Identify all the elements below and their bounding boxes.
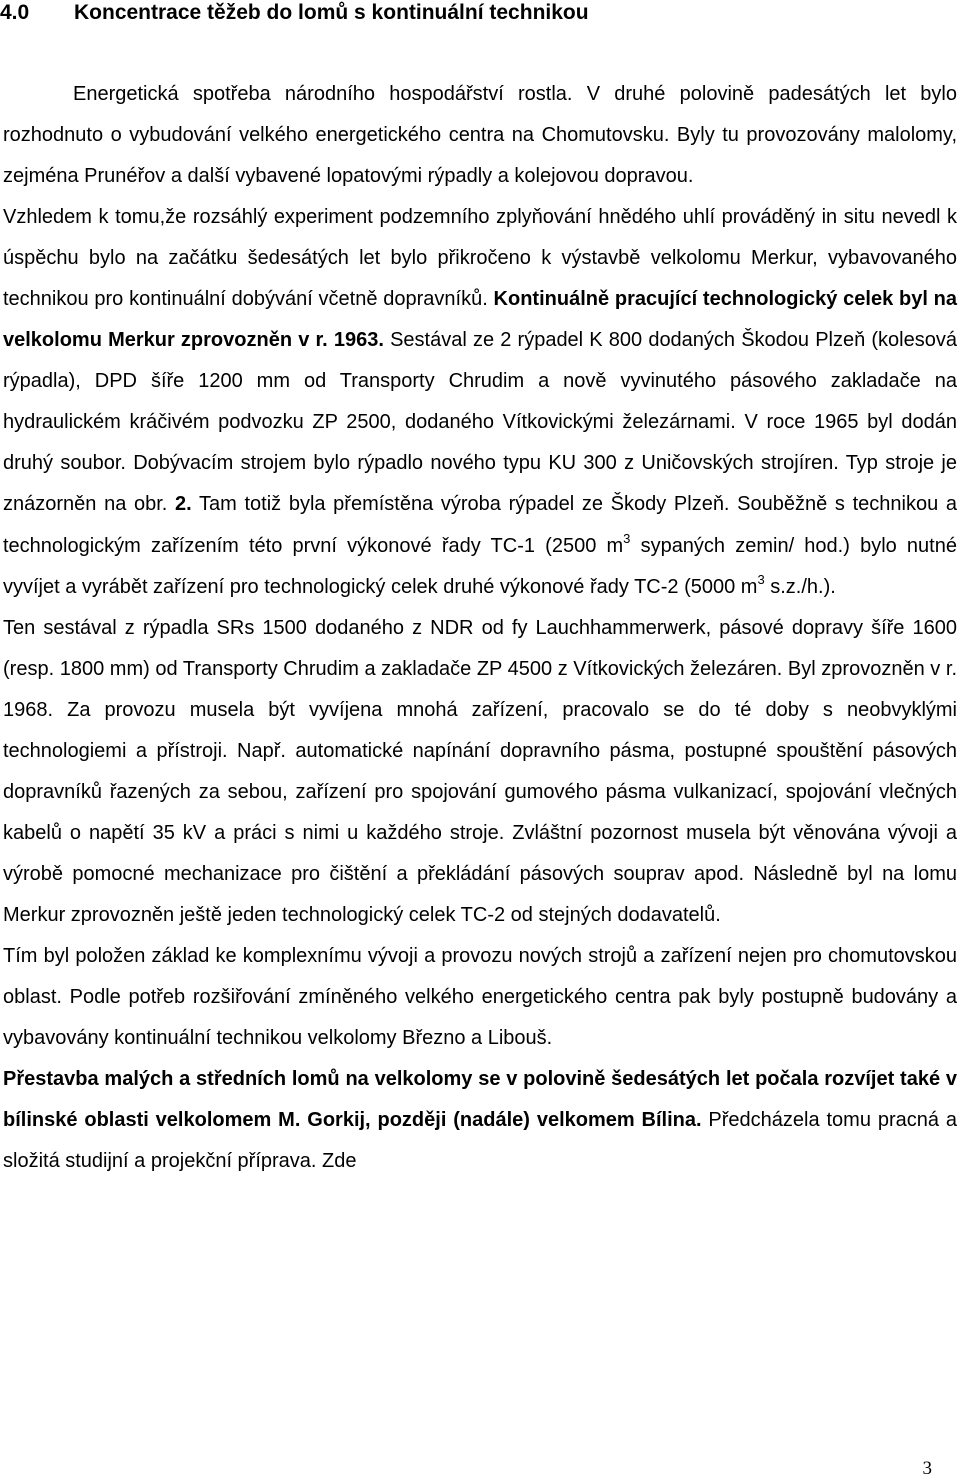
paragraph-2-text-5: s.z./h.). [764,575,836,598]
paragraph-2-text-1: Vzhledem k tomu,že rozsáhlý experiment podzemního zplyňování hnědého uhlí prováděný in situ nevedl k úspěchu bylo na začátku šedesátých let bylo přikročeno k výstavbě velkolomu Merkur, vybavovaného technikou pro kontinuální dobývání včetně dopravníků. [3,206,957,311]
paragraph-5 [3,1059,957,1182]
paragraph-1: Energetická spotřeba národního hospodářství rostla. V druhé polovině padesátých let bylo rozhodnuto o vybudování velkého energetického centra na Chomutovsku. Byly tu provozovány malolomy, zejména Prunéřov a další vybavené lopatovými rýpadly a kolejovou dopravou. [3,83,957,188]
paragraph-5-bold: Přestavba malých a středních lomů na velkolomy se v polovině šedesátých let počala rozvíjet také v bílinské oblasti velkolomem M. Gorkij, později (nadále) velkomem Bílina. [3,1068,957,1132]
figure-reference: 2. [175,493,192,516]
document-body [3,74,957,1182]
paragraph-2-text-3: Tam totiž byla přemístěna výroba rýpadel ze Škody Plzeň. Souběžně s technikou a technologickým zařízením této první výkonové řady TC-1 (2500 m [3,493,957,557]
superscript-cubic-2: 3 [757,571,765,587]
paragraph-2-text-2: Sestával ze 2 rýpadel K 800 dodaných Škodou Plzeň (kolesová rýpadla), DPD šíře 1200 mm od Transporty Chrudim a nově vyvinutého pásového zakladače na hydraulickém kráčivém podvozku ZP 2500, dodaného Vítkovickými železárnami. V roce 1965 byl dodán druhý soubor. Dobývacím strojem bylo rýpadlo nového typu KU 300 z Uničovských strojíren. Typ stroje je znázorněn na obr. [3,329,957,516]
section-title: Koncentrace těžeb do lomů s kontinuální technikou [74,1,589,24]
page-number: 3 [922,1458,932,1479]
paragraph-2 [3,197,957,607]
paragraph-3: Ten sestával z rýpadla SRs 1500 dodaného z NDR od fy Lauchhammerwerk, pásové dopravy šíře 1600 (resp. 1800 mm) od Transporty Chrudim a zakladače ZP 4500 z Vítkovických železáren. Byl zprovozněn v r. 1968. Za provozu musela být vyvíjena mnohá zařízení, pracovalo se do té doby s neobvyklými technologiemi a přístroji. Např. automatické napínání dopravního pásma, postupné spouštění pásových dopravníků řazených za sebou, zařízení pro spojování gumového pásma vulkanizací, spojování vlečných kabelů o napětí 35 kV a práci s nimi u každého stroje. Zvláštní pozornost musela být věnována vývoji a výrobě pomocné mechanizace pro čištění a překládání pásových souprav apod. Následně byl na lomu Merkur zprovozněn ještě jeden technologický celek TC-2 od stejných dodavatelů. [3,616,957,926]
paragraph-5-text: Předcházela tomu pracná a složitá studijní a projekční příprava. Zde [3,1109,957,1173]
paragraph-2-text-4: sypaných zemin/ hod.) bylo nutné vyvíjet a vyrábět zařízení pro technologický celek druhé výkonové řady TC-2 (5000 m [3,534,957,598]
superscript-cubic-1: 3 [623,530,631,546]
section-heading [0,0,958,26]
section-number: 4.0 [0,1,30,24]
paragraph-2-bold-1: Kontinuálně pracující technologický celek byl na velkolomu Merkur zprovozněn v r. 1963. [3,288,957,352]
paragraph-4: Tím byl položen základ ke komplexnímu vývoji a provozu nových strojů a zařízení nejen pro chomutovskou oblast. Podle potřeb rozšiřování zmíněného velkého energetického centra pak byly postupně budovány a vybavovány kontinuální technikou velkolomy Březno a Libouš. [3,944,957,1050]
